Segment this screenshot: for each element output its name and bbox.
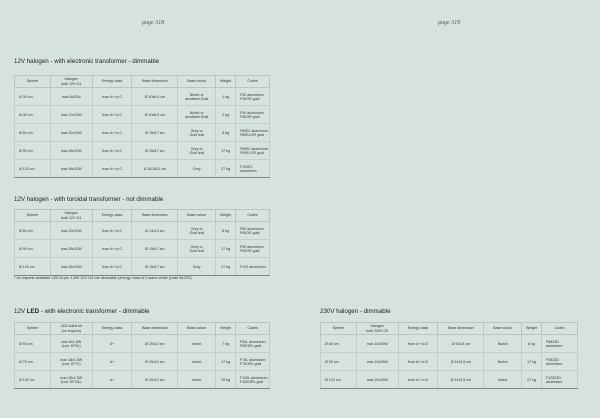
table-cell: Ø 9x3,5 cm: [438, 335, 484, 353]
table-row: [15, 106, 270, 124]
column-header: LED bulbs kit (on request): [50, 323, 92, 335]
table-header-row: [15, 323, 270, 335]
table-row: [15, 371, 270, 389]
table-cell: nickel: [178, 371, 216, 389]
table-row: [15, 335, 270, 353]
table-cell: F50L aluminium F50ORL gold: [236, 335, 270, 353]
table-cell: F60EL aluminium F60ELOR gold: [236, 124, 270, 142]
table-cell: F120 aluminium: [236, 258, 270, 276]
table-cell: Ø 60 cm: [15, 124, 51, 142]
page-number-right: page 319: [438, 20, 461, 26]
table-cell: A+: [92, 353, 132, 371]
table-cell: Ø 120 cm: [321, 371, 357, 389]
table-cell: max 28x10W: [50, 142, 92, 160]
table-cell: A+: [92, 335, 132, 353]
column-header: Weight: [216, 323, 236, 335]
table-row: [15, 353, 270, 371]
column-header: Base colour: [178, 210, 216, 222]
table-cell: Grey or Gold leaf: [178, 222, 216, 240]
column-header: Sphere: [15, 76, 51, 88]
table-cell: 17 kg: [216, 142, 236, 160]
column-header: Energy class: [92, 323, 132, 335]
table-cell: from A+ to C: [92, 240, 132, 258]
table-row: [15, 142, 270, 160]
table-cell: max 15x25W: [356, 353, 398, 371]
table-cell: 27 kg: [522, 371, 542, 389]
table-cell: from A+ to C: [92, 222, 132, 240]
table-cell: Ø 15x17 cm: [132, 240, 178, 258]
column-header: Sphere: [321, 323, 357, 335]
table-header-row: [15, 76, 270, 88]
page-number-left: page 318: [142, 20, 165, 26]
table-cell: A+: [92, 371, 132, 389]
table-cell: F120EL aluminium: [236, 160, 270, 178]
table-header-row: [321, 323, 578, 335]
column-header: Weight: [522, 323, 542, 335]
table-cell: from A+ to C: [92, 124, 132, 142]
table-cell: Ø 14x3,5 cm: [438, 353, 484, 371]
table-cell: max 10x10W: [50, 106, 92, 124]
table-cell: from A+ to D: [398, 371, 438, 389]
column-header: Halogen bulb 12V G4: [50, 76, 92, 88]
table-cell: Grey or Gold leaf: [178, 142, 216, 160]
table-cell: max 10x25W: [356, 335, 398, 353]
table-cell: Ø 18,5x21 cm: [132, 160, 178, 178]
table-cell: max 8x1,5W (cod. KF5L): [50, 335, 92, 353]
column-header: Weight: [216, 210, 236, 222]
column-header: Halogen bulb 230V G9: [356, 323, 398, 335]
table-cell: F9823D aluminium: [542, 353, 578, 371]
column-header: Base dimension: [132, 323, 178, 335]
table-cell: Grey: [178, 160, 216, 178]
table-cell: Ø 20x10 cm: [132, 335, 178, 353]
table-cell: max 18x1,5W (cod. KF7L): [50, 353, 92, 371]
table-cell: Grey: [178, 258, 216, 276]
table-cell: 7 kg: [216, 335, 236, 353]
table-cell: Ø 90 cm: [15, 240, 51, 258]
section-title-halogen-toroidal: 12V halogen - with toroidal transformer - not dimmable: [14, 196, 164, 203]
table-cell: max 20x25W: [356, 371, 398, 389]
column-header: Energy class: [398, 323, 438, 335]
table-cell: Ø 90 cm: [321, 353, 357, 371]
table-cell: F60 aluminium F60OR gold: [236, 222, 270, 240]
column-header: Base dimension: [438, 323, 484, 335]
column-header: Base colour: [484, 323, 522, 335]
table-cell: Ø 40 cm: [15, 106, 51, 124]
table-header-row: [15, 210, 270, 222]
table-cell: Grey or Gold leaf: [178, 240, 216, 258]
table-cell: max 20x10W: [50, 222, 92, 240]
table-cell: 8 kg: [522, 335, 542, 353]
table-cell: Ø 50 cm: [15, 335, 51, 353]
table-cell: 25 kg: [216, 371, 236, 389]
table-cell: max 48x10W: [50, 258, 92, 276]
column-header: Halogen bulb 12V G4: [50, 210, 92, 222]
table-cell: max 8x10W: [50, 88, 92, 106]
table-cell: Nickel: [484, 335, 522, 353]
table-cell: Ø 15x17 cm: [132, 124, 178, 142]
table-cell: Ø 10x6,5 cm: [132, 106, 178, 124]
table-cell: Ø 14x3,5 cm: [438, 371, 484, 389]
table-cell: 27 kg: [216, 160, 236, 178]
footnote-led-bipin: * on request available LED bi-pin 1,5W 12V G4 not dimmable (energy class A+) warm white (code BL202).: [14, 276, 193, 280]
table-cell: F30 aluminium F30OR gold: [236, 88, 270, 106]
table-cell: Ø 70 cm: [15, 353, 51, 371]
table-cell: from A+ to D: [398, 353, 438, 371]
column-header: Codes: [236, 323, 270, 335]
table-row: [321, 353, 578, 371]
table-cell: nickel: [178, 353, 216, 371]
table-cell: 2 kg: [216, 106, 236, 124]
column-header: Base colour: [178, 323, 216, 335]
table-row: [15, 160, 270, 178]
table-cell: Grey or Gold leaf: [178, 124, 216, 142]
section-title-led: 12V LED - with electronic transformer - dimmable: [14, 308, 150, 315]
table-cell: F12823D aluminium: [542, 371, 578, 389]
table-cell: 8 kg: [216, 222, 236, 240]
column-header: Codes: [236, 210, 270, 222]
table-cell: 1 kg: [216, 88, 236, 106]
section-title-230v: 230V halogen - dimmable: [320, 308, 391, 315]
column-header: Energy class: [92, 210, 132, 222]
column-header: Sphere: [15, 210, 51, 222]
table-cell: from A+ to C: [92, 258, 132, 276]
table-cell: nickel: [178, 335, 216, 353]
table-cell: from A+ to D: [398, 335, 438, 353]
table-cell: Ø 30 cm: [15, 88, 51, 106]
table-halogen-electronic: [14, 75, 270, 178]
column-header: Weight: [216, 76, 236, 88]
table-cell: Ø 14x13 cm: [132, 222, 178, 240]
table-230v: [320, 322, 578, 389]
table-cell: Ø 20x10 cm: [132, 353, 178, 371]
table-cell: Ø 10x6,5 cm: [132, 88, 178, 106]
column-header: Base dimension: [132, 210, 178, 222]
table-row: [15, 258, 270, 276]
table-cell: F70L aluminium F70ORL gold: [236, 353, 270, 371]
table-cell: max 28x10W: [50, 240, 92, 258]
table-cell: 17 kg: [216, 240, 236, 258]
table-cell: 17 kg: [522, 353, 542, 371]
table-row: [15, 88, 270, 106]
table-halogen-toroidal: [14, 209, 270, 276]
table-row: [15, 222, 270, 240]
table-cell: Nickel: [484, 353, 522, 371]
table-cell: Ø 15x17 cm: [132, 258, 178, 276]
table-cell: F40 aluminium F40OR gold: [236, 106, 270, 124]
table-cell: from A+ to C: [92, 142, 132, 160]
table-row: [15, 124, 270, 142]
table-cell: Nickel or anodised Gold: [178, 106, 216, 124]
table-cell: 17 kg: [216, 353, 236, 371]
table-cell: Ø 120 cm: [15, 160, 51, 178]
table-led: [14, 322, 270, 389]
table-cell: Ø 60 cm: [15, 222, 51, 240]
table-cell: from A+ to C: [92, 160, 132, 178]
table-cell: F90 aluminium F90OR gold: [236, 240, 270, 258]
column-header: Base dimension: [132, 76, 178, 88]
table-row: [321, 371, 578, 389]
table-cell: Ø 60 cm: [321, 335, 357, 353]
column-header: Codes: [542, 323, 578, 335]
table-cell: F6823D aluminium: [542, 335, 578, 353]
table-cell: max 48x10W: [50, 160, 92, 178]
table-cell: from A+ to C: [92, 88, 132, 106]
table-cell: F90EL aluminium F90ELOR gold: [236, 142, 270, 160]
table-cell: max 28x1,5W (cod. KF10L): [50, 371, 92, 389]
column-header: Sphere: [15, 323, 51, 335]
table-cell: F100L aluminium F100ORL gold: [236, 371, 270, 389]
table-cell: Nickel or anodised Gold: [178, 88, 216, 106]
table-cell: Ø 100 cm: [15, 371, 51, 389]
section-title-halogen-electronic: 12V halogen - with electronic transformer - dimmable: [14, 58, 160, 65]
table-cell: from A+ to C: [92, 106, 132, 124]
table-cell: 8 kg: [216, 124, 236, 142]
table-cell: Ø 120 cm: [15, 258, 51, 276]
column-header: Energy class: [92, 76, 132, 88]
column-header: Codes: [236, 76, 270, 88]
table-cell: Ø 15x17 cm: [132, 142, 178, 160]
table-cell: max 20x10W: [50, 124, 92, 142]
table-cell: Ø 90 cm: [15, 142, 51, 160]
table-row: [15, 240, 270, 258]
table-cell: Ø 20x10 cm: [132, 371, 178, 389]
table-cell: 27 kg: [216, 258, 236, 276]
table-row: [321, 335, 578, 353]
column-header: Base colour: [178, 76, 216, 88]
table-cell: nickel: [484, 371, 522, 389]
